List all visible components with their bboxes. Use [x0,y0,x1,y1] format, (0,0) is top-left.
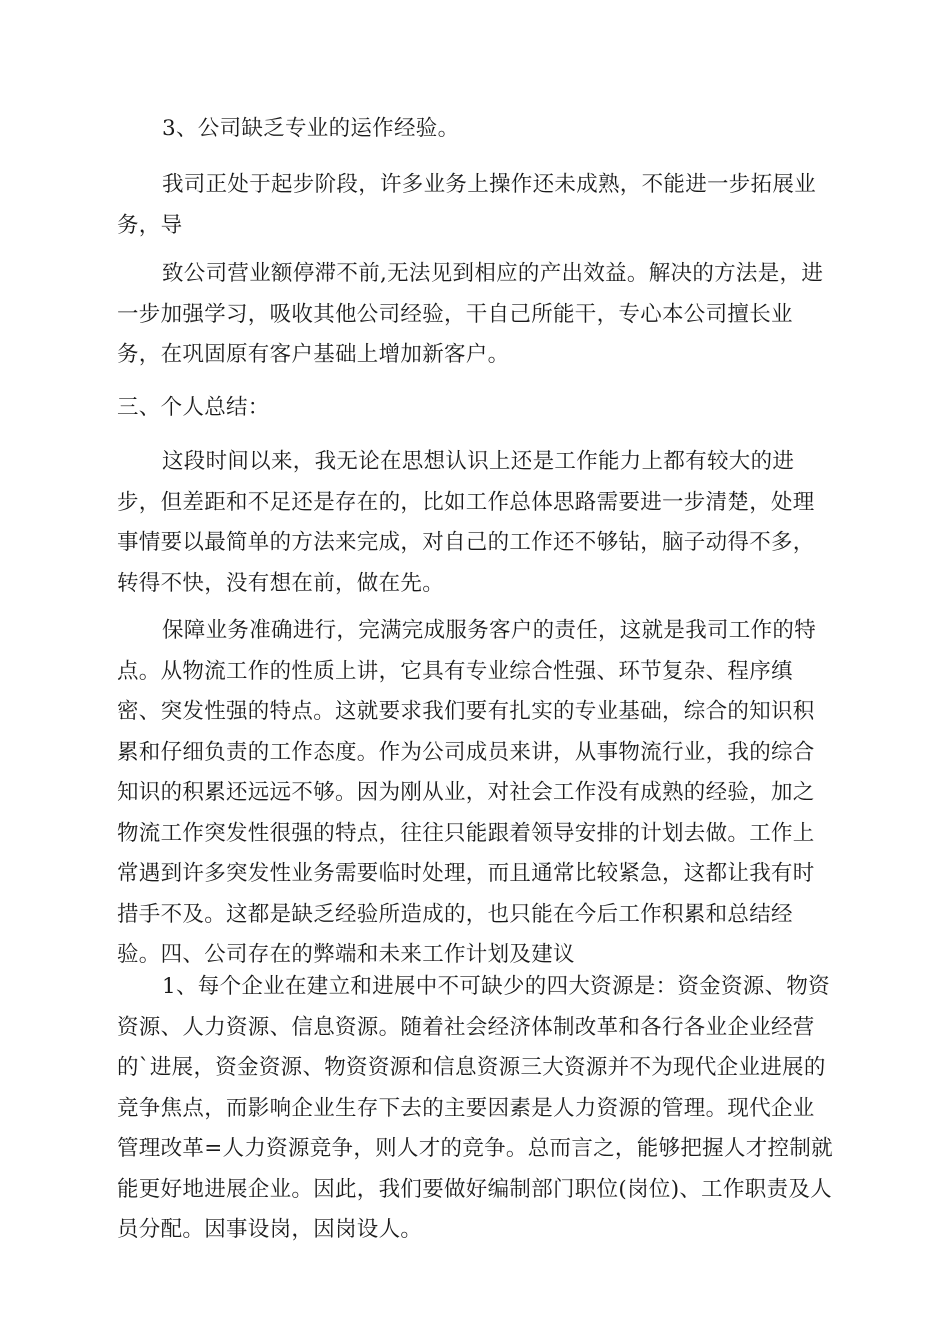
paragraph-self-assessment: 这段时间以来，我无论在思想认识上还是工作能力上都有较大的进步，但差距和不足还是存在的，比如工作总体思路需要进一步清楚，处理事情要以最简单的方法来完成，对自己的工作还不够钻，脑子动得不多，转得不快，没有想在前，做在先。 [117,449,815,596]
paragraph-four-resources: 1、每个企业在建立和进展中不可缺少的四大资源是：资金资源、物资资源、人力资源、信息资源。随着社会经济体制改革和各行各业企业经营的`进展，资金资源、物资资源和信息资源三大资源并不为现代企业进展的竞争焦点，而影响企业生存下去的主要因素是人力资源的管理。现代企业管理改革=人力资源竞争，则人才的竞争。总而言之，能够把握人才控制就能更好地进展企业。因此，我们要做好编制部门职位(岗位)、工作职责及人员分配。因事设岗，因岗设人。 [117,974,833,1242]
paragraph-section-3-heading: 3、公司缺乏专业的运作经验。 [162,116,460,141]
paragraph-work-characteristics: 保障业务准确进行，完满完成服务客户的责任，这就是我司工作的特点。从物流工作的性质上讲，它具有专业综合性强、环节复杂、程序缜密、突发性强的特点。这就要求我们要有扎实的专业基础，综合的知识积累和仔细负责的工作态度。作为公司成员来讲，从事物流行业，我的综合知识的积累还远远不够。因为刚从业，对社会工作没有成熟的经验，加之物流工作突发性很强的特点，往往只能跟着领导安排的计划去做。工作上常遇到许多突发性业务需要临时处理，而且通常比较紧急，这都让我有时措手不及。这都是缺乏经验所造成的，也只能在今后工作积累和总结经验。四、公司存在的弊端和未来工作计划及建议 [117,618,817,967]
paragraph-personal-summary-heading: 三、个人总结： [117,395,270,420]
paragraph-startup-stage: 我司正处于起步阶段，许多业务上操作还未成熟，不能进一步拓展业务，导 [117,172,817,238]
paragraph-solution: 致公司营业额停滞不前,无法见到相应的产出效益。解决的方法是，进一步加强学习，吸收其他公司经验，干自己所能干，专心本公司擅长业务，在巩固原有客户基础上增加新客户。 [117,261,824,367]
